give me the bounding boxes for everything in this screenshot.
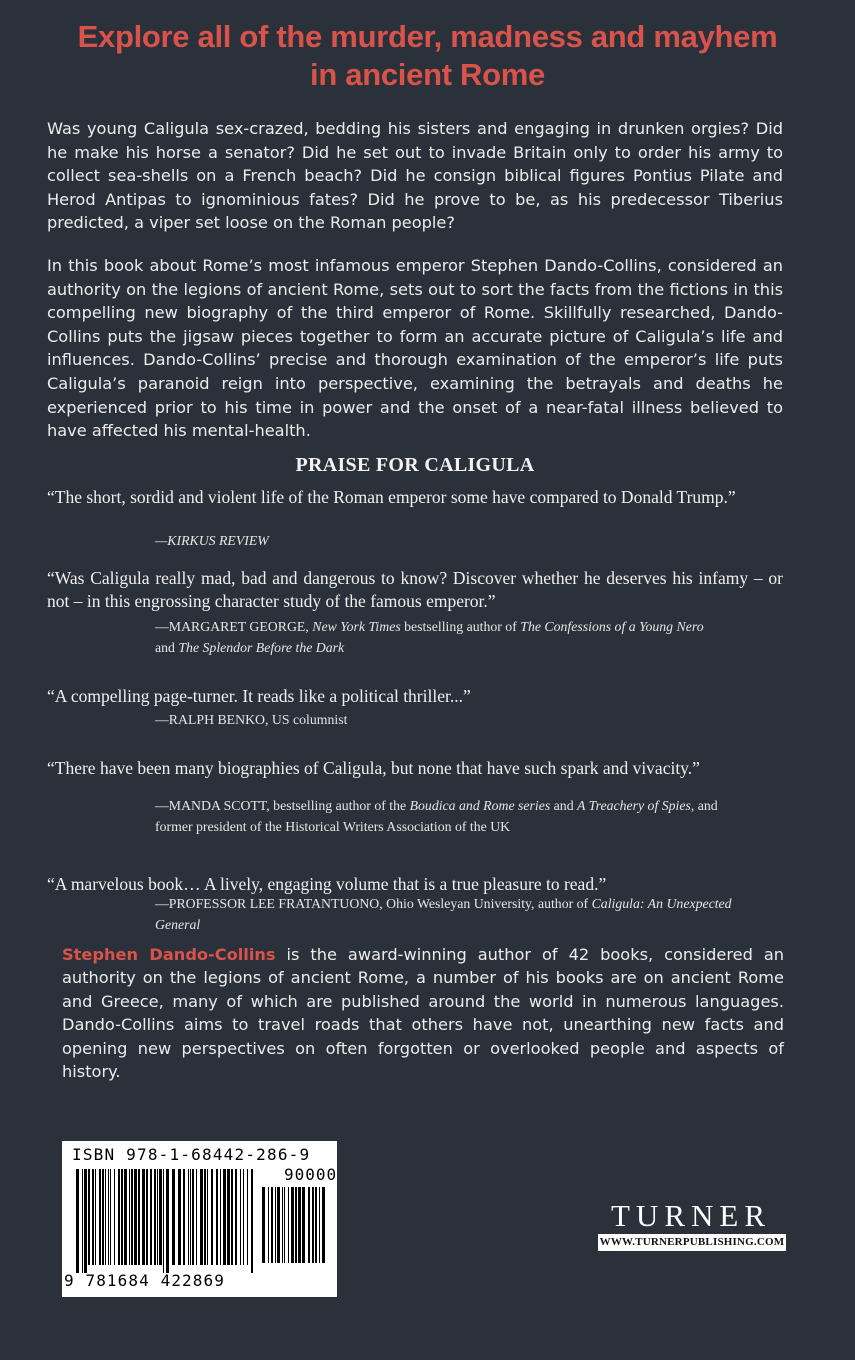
praise-attribution-fratantuono <box>155 893 755 935</box>
barcode-bar <box>288 1187 289 1263</box>
barcode-bar <box>88 1169 90 1265</box>
fratantuono-book: Caligula: An Unexpected General <box>155 896 732 932</box>
barcode-bar <box>95 1169 96 1265</box>
barcode-bar <box>200 1169 203 1265</box>
barcode-bar <box>163 1169 164 1273</box>
barcode-bar <box>302 1187 305 1263</box>
scott-book: A Treachery of Spies <box>577 798 691 813</box>
barcode-bar <box>102 1169 104 1265</box>
barcode-bar <box>319 1187 320 1263</box>
praise-quote-fratantuono: “A marvelous book… A lively, engaging volume that is a true pleasure to read.” <box>47 874 607 894</box>
barcode-bar <box>166 1169 169 1273</box>
praise-attribution-benko: —RALPH BENKO, US columnist <box>155 712 348 727</box>
barcode-bar <box>298 1187 301 1263</box>
barcode-digits: 9 781684 422869 <box>64 1271 225 1290</box>
george-book-2: The Splendor Before the Dark <box>178 640 345 655</box>
barcode-bar <box>275 1187 276 1263</box>
barcode-bar <box>124 1169 127 1265</box>
barcode-bar <box>247 1169 248 1265</box>
barcode-bar <box>268 1187 269 1263</box>
george-mid: bestselling author of <box>400 619 521 634</box>
praise-attribution-george <box>155 616 795 658</box>
george-book-1: The Confessions of a Young Nero <box>520 619 704 634</box>
publisher-logo: TURNER <box>611 1198 771 1233</box>
barcode-bar <box>183 1169 185 1265</box>
george-and: and <box>155 640 179 655</box>
praise-quote-kirkus: “The short, sordid and violent life of the Roman emperor some have compared to Donald Trump.” <box>47 487 736 507</box>
praise-quote-benko: “A compelling page-turner. It reads like a political thriller...” <box>47 686 471 706</box>
fratantuono-name: —PROFESSOR LEE FRATANTUONO, Ohio Wesleyan University, author of <box>155 896 592 911</box>
barcode-bar <box>251 1169 253 1273</box>
barcode-bar <box>284 1187 285 1263</box>
barcode-bar <box>240 1169 241 1265</box>
barcode-bar <box>150 1169 152 1265</box>
headline-line-1: Explore all of the murder, madness and mayhem <box>77 19 778 54</box>
author-bio <box>62 943 784 1083</box>
barcode-bar <box>99 1169 101 1265</box>
barcode-bar <box>204 1169 206 1265</box>
barcode-bar <box>114 1169 115 1265</box>
scott-series: Boudica and Rome series <box>409 798 551 813</box>
praise-quote-scott: “There have been many biographies of Caligula, but none that have such spark and vivacity.” <box>47 758 700 778</box>
praise-quote-george: “Was Caligula really mad, bad and dangerous to know? Discover whether he deserves his infamy – or not – in this engrossing character study of the famous emperor.” <box>47 568 783 611</box>
barcode-bar <box>216 1169 218 1265</box>
barcode-bar <box>277 1187 280 1263</box>
barcode-bar <box>110 1169 111 1265</box>
scott-end: , and <box>690 798 718 813</box>
barcode-bar <box>322 1187 325 1263</box>
praise-title: PRAISE FOR CALIGULA <box>295 454 535 476</box>
barcode-bar <box>291 1187 294 1263</box>
barcode-bar <box>282 1187 283 1263</box>
barcode-bar <box>108 1169 109 1265</box>
barcode-bar <box>129 1169 130 1265</box>
barcode-bar <box>157 1169 158 1265</box>
barcode-bar <box>142 1169 145 1265</box>
barcode-bar <box>146 1169 148 1265</box>
scott-mid: and <box>550 798 578 813</box>
barcode-bar <box>207 1169 208 1265</box>
isbn-label: ISBN 978-1-68442-286-9 <box>72 1145 311 1164</box>
barcode-bar <box>76 1169 79 1273</box>
barcode-bar <box>154 1169 156 1265</box>
barcode-bar <box>220 1169 221 1265</box>
headline-line-2: in ancient Rome <box>310 57 545 92</box>
barcode-bar <box>231 1169 233 1265</box>
barcode-bar <box>262 1187 265 1263</box>
kirkus-attribution-text: —KIRKUS REVIEW <box>155 533 269 548</box>
barcode-bar <box>235 1169 237 1265</box>
barcode-bar <box>315 1187 317 1263</box>
intro-paragraph: Was young Caligula sex-crazed, bedding his sisters and engaging in drunken orgies? Did he make his horse a senator? Did he set out to invade Britain only to order his army to collect sea-shells on a French beach? Did he consign biblical figures Pontius Pilate and Herod Antipas to ignominious fates? Did he prove to be, as his predecessor Tiberius predicted, a viper set loose on the Roman people? <box>47 119 783 233</box>
barcode-bar <box>308 1187 310 1263</box>
george-publication: New York Times <box>312 619 401 634</box>
author-bio-text: is the award-winning author of 42 books, considered an authority on the legions of ancient Rome, a number of his books are on ancient Rome and Greece, many of which are published around the world in numerous languages. Dando-Collins aims to travel roads that others have not, unearthing new facts and opening new perspectives on often forgotten or overlooked people and aspects of history. <box>62 945 785 1082</box>
george-name: —MARGARET GEORGE, <box>155 619 313 634</box>
barcode-bar <box>134 1169 137 1265</box>
barcode-bar <box>196 1169 197 1265</box>
barcode-bar <box>192 1169 194 1265</box>
barcode-bar <box>138 1169 140 1265</box>
author-name: Stephen Dando-Collins <box>62 945 276 964</box>
barcode-bar <box>159 1169 162 1265</box>
barcode-bar <box>227 1169 230 1265</box>
description-paragraph: In this book about Rome’s most infamous emperor Stephen Dando-Collins, considered an authority on the legions of ancient Rome, sets out to sort the facts from the fictions in this compelling new biography of the third emperor of Rome. Skillfully researched, Dando-Collins puts the jigsaw pieces together to form an accurate picture of Caligula’s life and influences. Dando-Collins’ precise and thorough examination of the emperor’s life puts Caligula’s paranoid reign into perspective, examining the betrayals and deaths he experienced prior to his time in power and the onset of a near-fatal illness believed to have affected his mental-health. <box>47 256 783 441</box>
barcode-bar <box>84 1169 87 1273</box>
barcode-bar <box>178 1169 181 1265</box>
barcode-bar <box>118 1169 120 1265</box>
barcode-bar <box>190 1169 191 1265</box>
barcode-addon-bars <box>262 1187 326 1271</box>
barcode-bar <box>243 1169 244 1265</box>
barcode-bar <box>211 1169 213 1265</box>
barcode-bars <box>76 1169 256 1273</box>
barcode-bar <box>188 1169 189 1265</box>
publisher-url: WWW.TURNERPUBLISHING.COM <box>598 1234 786 1251</box>
barcode-bar <box>312 1187 314 1263</box>
barcode-bar <box>172 1169 175 1265</box>
barcode <box>62 1141 337 1297</box>
barcode-bar <box>295 1187 297 1263</box>
barcode-bar <box>271 1187 273 1263</box>
barcode-bar <box>223 1169 226 1265</box>
praise-attribution-scott <box>155 795 795 837</box>
barcode-bar <box>92 1169 94 1265</box>
price-code: 90000 <box>284 1165 338 1184</box>
barcode-bar <box>105 1169 106 1265</box>
headline <box>0 18 855 94</box>
barcode-bar <box>131 1169 133 1265</box>
barcode-bar <box>82 1169 83 1273</box>
scott-line-2: former president of the Historical Writers Association of the UK <box>155 819 511 834</box>
praise-attribution-kirkus <box>155 530 795 551</box>
scott-name: —MANDA SCOTT, bestselling author of the <box>155 798 410 813</box>
barcode-bar <box>121 1169 123 1265</box>
